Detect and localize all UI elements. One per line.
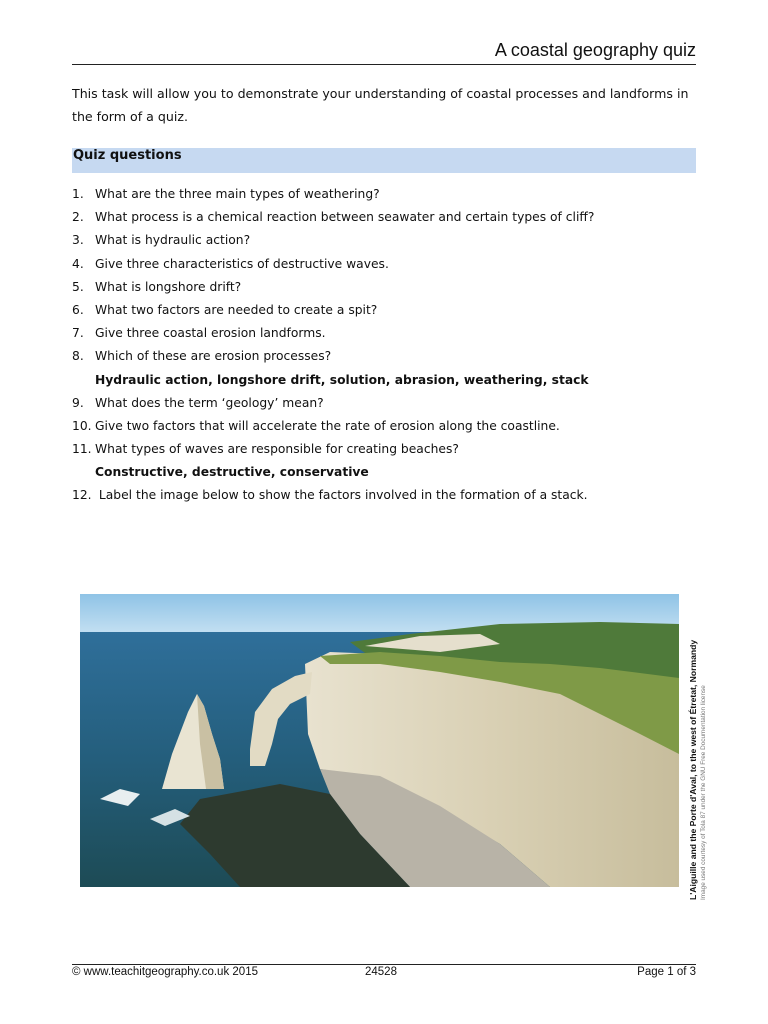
title-divider <box>72 64 696 65</box>
question-text: What are the three main types of weathering? <box>95 187 380 201</box>
question-number: 7. <box>72 326 84 341</box>
question-item <box>72 253 696 276</box>
question-item <box>72 299 696 322</box>
question-number: 12. <box>72 488 92 503</box>
question-number: 4. <box>72 256 84 271</box>
footer-resource-code: 24528 <box>365 966 397 978</box>
image-caption <box>688 640 708 900</box>
question-number: 3. <box>72 233 84 248</box>
question-item <box>72 229 696 252</box>
question-item <box>72 484 696 507</box>
question-item <box>72 415 696 438</box>
coastal-cliff-photo <box>80 594 679 887</box>
question-list <box>72 183 696 508</box>
question-text: Give two factors that will accelerate the rate of erosion along the coastline. <box>95 418 560 433</box>
question-text: What is longshore drift? <box>95 279 242 294</box>
section-heading: Quiz questions <box>73 148 182 163</box>
question-number: 9. <box>72 395 84 410</box>
intro-text: This task will allow you to demonstrate your understanding of coastal processes and landforms in the form of a quiz. <box>72 86 689 124</box>
question-number: 11. <box>72 442 92 457</box>
question-item <box>72 345 696 368</box>
question-text: What two factors are needed to create a spit? <box>95 302 378 317</box>
question-number: 2. <box>72 210 84 225</box>
question-number: 1. <box>72 187 84 201</box>
footer-copyright-link[interactable]: © www.teachitgeography.co.uk 2015 <box>72 966 258 978</box>
question-item <box>72 392 696 415</box>
image-credit: Image used courtesy of Tola 87 under the GNU Free Documentation license <box>700 685 707 900</box>
footer-page-number: Page 1 of 3 <box>637 966 696 978</box>
question-options: Constructive, destructive, conservative <box>95 465 369 480</box>
question-item <box>72 438 696 461</box>
question-item <box>72 322 696 345</box>
question-text: Which of these are erosion processes? <box>95 349 332 364</box>
question-item <box>72 276 696 299</box>
section-heading-band <box>72 148 696 173</box>
question-text: Label the image below to show the factors involved in the formation of a stack. <box>95 488 588 503</box>
question-text: What types of waves are responsible for creating beaches? <box>95 442 459 457</box>
image-caption-title: L'Aiguille and the Porte d'Aval, to the west of Étretat, Normandy <box>688 639 698 900</box>
question-options: Hydraulic action, longshore drift, solution, abrasion, weathering, stack <box>95 372 589 387</box>
question-text: What does the term ‘geology’ mean? <box>95 395 324 410</box>
question-number: 8. <box>72 349 84 364</box>
question-number: 5. <box>72 279 84 294</box>
question-text: Give three characteristics of destructive waves. <box>95 256 389 271</box>
question-text: What process is a chemical reaction between seawater and certain types of cliff? <box>95 210 595 225</box>
question-number: 10. <box>72 418 92 433</box>
question-number: 6. <box>72 302 84 317</box>
question-text: Give three coastal erosion landforms. <box>95 326 326 341</box>
question-item <box>72 183 696 206</box>
footer-divider <box>72 964 696 965</box>
question-text: What is hydraulic action? <box>95 233 251 248</box>
question-item <box>72 206 696 229</box>
page-title: A coastal geography quiz <box>494 40 696 60</box>
